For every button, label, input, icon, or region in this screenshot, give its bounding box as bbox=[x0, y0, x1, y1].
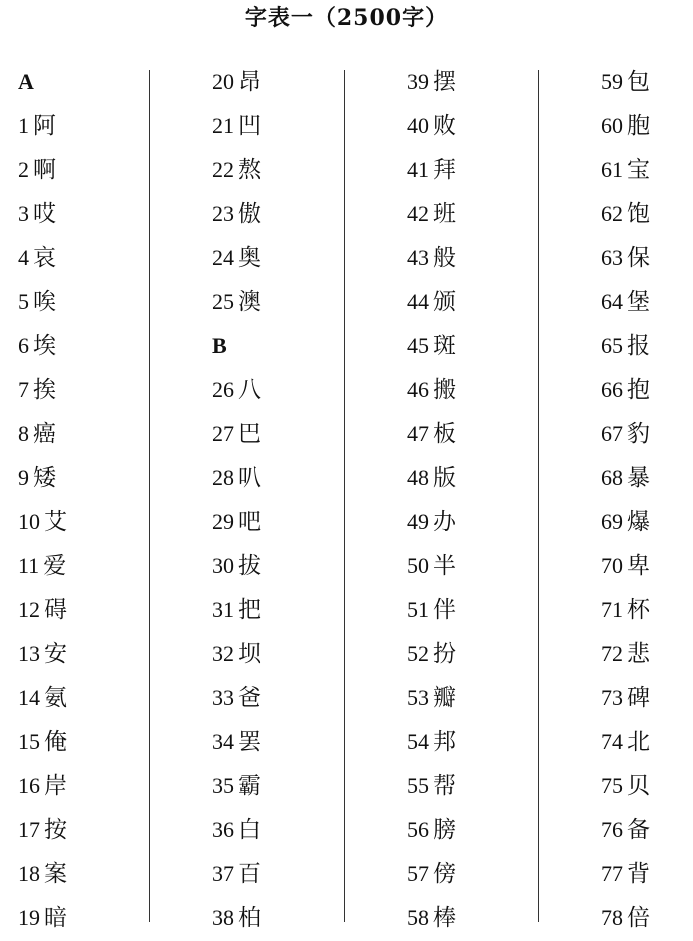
character-entry bbox=[18, 148, 67, 192]
entry-character: 暗 bbox=[44, 905, 67, 931]
entry-number: 36 bbox=[212, 817, 234, 842]
entry-character: 安 bbox=[44, 641, 67, 667]
character-entry bbox=[18, 412, 67, 456]
character-column-4 bbox=[601, 60, 650, 940]
character-entry bbox=[407, 544, 456, 588]
entry-character: 豹 bbox=[627, 421, 650, 447]
entry-character: 按 bbox=[44, 817, 67, 843]
character-entry bbox=[407, 60, 456, 104]
entry-number: 42 bbox=[407, 201, 429, 226]
entry-number: 74 bbox=[601, 729, 623, 754]
entry-character: 爆 bbox=[627, 509, 650, 535]
character-entry bbox=[212, 896, 261, 940]
entry-number: 9 bbox=[18, 465, 29, 490]
entry-number: 20 bbox=[212, 69, 234, 94]
character-entry bbox=[18, 192, 67, 236]
entry-number: 26 bbox=[212, 377, 234, 402]
entry-number: 56 bbox=[407, 817, 429, 842]
character-entry bbox=[18, 852, 67, 896]
entry-number: 25 bbox=[212, 289, 234, 314]
character-entry bbox=[407, 236, 456, 280]
character-entry bbox=[18, 764, 67, 808]
entry-character: 贝 bbox=[627, 773, 650, 799]
entry-character: 碍 bbox=[44, 597, 67, 623]
entry-character: 办 bbox=[433, 509, 456, 535]
entry-number: 10 bbox=[18, 509, 40, 534]
entry-character: 傲 bbox=[238, 201, 261, 227]
character-entry bbox=[407, 368, 456, 412]
entry-character: 凹 bbox=[238, 113, 261, 139]
entry-character: 哀 bbox=[33, 245, 56, 271]
entry-character: 棒 bbox=[433, 905, 456, 931]
entry-character: 白 bbox=[238, 817, 261, 843]
character-entry bbox=[212, 764, 261, 808]
character-entry bbox=[18, 588, 67, 632]
entry-character: 矮 bbox=[33, 465, 56, 491]
character-entry bbox=[212, 148, 261, 192]
character-entry bbox=[212, 368, 261, 412]
section-letter: A bbox=[18, 69, 34, 94]
character-entry bbox=[407, 412, 456, 456]
character-entry bbox=[601, 60, 650, 104]
character-entry bbox=[212, 500, 261, 544]
character-entry bbox=[18, 324, 67, 368]
entry-number: 54 bbox=[407, 729, 429, 754]
entry-character: 北 bbox=[627, 729, 650, 755]
character-entry bbox=[18, 808, 67, 852]
entry-number: 8 bbox=[18, 421, 29, 446]
entry-character: 饱 bbox=[627, 201, 650, 227]
entry-character: 摆 bbox=[433, 69, 456, 95]
section-letter: B bbox=[212, 333, 227, 358]
character-entry bbox=[601, 236, 650, 280]
character-entry bbox=[212, 456, 261, 500]
entry-character: 拔 bbox=[238, 553, 261, 579]
entry-number: 48 bbox=[407, 465, 429, 490]
character-entry bbox=[601, 720, 650, 764]
character-entry bbox=[601, 456, 650, 500]
entry-number: 19 bbox=[18, 905, 40, 930]
entry-character: 倍 bbox=[627, 905, 650, 931]
character-entry bbox=[601, 104, 650, 148]
character-entry bbox=[407, 632, 456, 676]
entry-character: 抱 bbox=[627, 377, 650, 403]
character-entry bbox=[601, 324, 650, 368]
entry-number: 72 bbox=[601, 641, 623, 666]
entry-character: 暴 bbox=[627, 465, 650, 491]
entry-number: 62 bbox=[601, 201, 623, 226]
entry-number: 51 bbox=[407, 597, 429, 622]
character-entry bbox=[212, 412, 261, 456]
entry-character: 邦 bbox=[433, 729, 456, 755]
entry-number: 45 bbox=[407, 333, 429, 358]
entry-character: 半 bbox=[433, 553, 456, 579]
entry-number: 70 bbox=[601, 553, 623, 578]
entry-character: 爸 bbox=[238, 685, 261, 711]
entry-character: 奥 bbox=[238, 245, 261, 271]
entry-character: 卑 bbox=[627, 553, 650, 579]
entry-number: 30 bbox=[212, 553, 234, 578]
entry-character: 熬 bbox=[238, 157, 261, 183]
entry-character: 伴 bbox=[433, 597, 456, 623]
entry-number: 11 bbox=[18, 553, 40, 578]
entry-number: 37 bbox=[212, 861, 234, 886]
character-entry bbox=[407, 720, 456, 764]
character-entry bbox=[18, 676, 67, 720]
entry-number: 75 bbox=[601, 773, 623, 798]
entry-character: 傍 bbox=[433, 861, 456, 887]
entry-number: 71 bbox=[601, 597, 623, 622]
entry-character: 昂 bbox=[238, 69, 261, 95]
character-entry bbox=[601, 148, 650, 192]
entry-number: 31 bbox=[212, 597, 234, 622]
character-entry bbox=[601, 280, 650, 324]
entry-number: 39 bbox=[407, 69, 429, 94]
column-divider-1 bbox=[149, 70, 150, 922]
page-title: 字表一（2500字） bbox=[244, 5, 449, 31]
entry-number: 52 bbox=[407, 641, 429, 666]
character-entry bbox=[18, 632, 67, 676]
character-entry bbox=[18, 236, 67, 280]
character-entry bbox=[212, 544, 261, 588]
entry-character: 埃 bbox=[33, 333, 56, 359]
entry-number: 44 bbox=[407, 289, 429, 314]
character-entry bbox=[212, 852, 261, 896]
character-entry bbox=[18, 720, 67, 764]
character-entry bbox=[18, 368, 67, 412]
entry-number: 77 bbox=[601, 861, 623, 886]
character-column-1 bbox=[18, 60, 67, 940]
character-entry bbox=[601, 500, 650, 544]
character-column-2 bbox=[212, 60, 261, 940]
entry-number: 21 bbox=[212, 113, 234, 138]
entry-number: 15 bbox=[18, 729, 40, 754]
entry-character: 柏 bbox=[238, 905, 261, 931]
character-entry bbox=[407, 280, 456, 324]
character-entry bbox=[601, 368, 650, 412]
character-entry bbox=[212, 236, 261, 280]
entry-number: 50 bbox=[407, 553, 429, 578]
entry-character: 般 bbox=[433, 245, 456, 271]
character-entry bbox=[407, 808, 456, 852]
entry-number: 57 bbox=[407, 861, 429, 886]
character-entry bbox=[407, 676, 456, 720]
entry-number: 55 bbox=[407, 773, 429, 798]
entry-number: 34 bbox=[212, 729, 234, 754]
entry-number: 46 bbox=[407, 377, 429, 402]
entry-character: 斑 bbox=[433, 333, 456, 359]
entry-number: 3 bbox=[18, 201, 29, 226]
character-entry bbox=[212, 676, 261, 720]
entry-number: 4 bbox=[18, 245, 29, 270]
character-entry bbox=[212, 632, 261, 676]
character-entry bbox=[407, 852, 456, 896]
entry-number: 7 bbox=[18, 377, 29, 402]
entry-character: 阿 bbox=[33, 113, 56, 139]
entry-character: 啊 bbox=[33, 157, 56, 183]
entry-character: 宝 bbox=[627, 157, 650, 183]
character-entry bbox=[601, 192, 650, 236]
entry-number: 59 bbox=[601, 69, 623, 94]
character-entry bbox=[601, 412, 650, 456]
character-entry bbox=[601, 632, 650, 676]
entry-number: 73 bbox=[601, 685, 623, 710]
entry-character: 艾 bbox=[44, 509, 67, 535]
entry-number: 14 bbox=[18, 685, 40, 710]
entry-character: 霸 bbox=[238, 773, 261, 799]
character-entry bbox=[601, 544, 650, 588]
entry-character: 八 bbox=[238, 377, 261, 403]
character-entry bbox=[407, 324, 456, 368]
entry-character: 百 bbox=[238, 861, 261, 887]
character-entry bbox=[601, 896, 650, 940]
entry-number: 43 bbox=[407, 245, 429, 270]
entry-character: 瓣 bbox=[433, 685, 456, 711]
entry-character: 搬 bbox=[433, 377, 456, 403]
entry-character: 拜 bbox=[433, 157, 456, 183]
entry-number: 58 bbox=[407, 905, 429, 930]
entry-number: 12 bbox=[18, 597, 40, 622]
column-divider-2 bbox=[344, 70, 345, 922]
entry-number: 22 bbox=[212, 157, 234, 182]
entry-number: 1 bbox=[18, 113, 29, 138]
entry-character: 班 bbox=[433, 201, 456, 227]
entry-character: 保 bbox=[627, 245, 650, 271]
entry-number: 18 bbox=[18, 861, 40, 886]
section-letter-heading bbox=[18, 60, 67, 104]
entry-number: 5 bbox=[18, 289, 29, 314]
character-entry bbox=[18, 500, 67, 544]
entry-number: 60 bbox=[601, 113, 623, 138]
entry-character: 败 bbox=[433, 113, 456, 139]
entry-number: 24 bbox=[212, 245, 234, 270]
entry-character: 帮 bbox=[433, 773, 456, 799]
entry-character: 版 bbox=[433, 465, 456, 491]
entry-character: 氨 bbox=[44, 685, 67, 711]
entry-character: 扮 bbox=[433, 641, 456, 667]
entry-number: 76 bbox=[601, 817, 623, 842]
entry-character: 包 bbox=[627, 69, 650, 95]
entry-character: 板 bbox=[433, 421, 456, 447]
entry-character: 岸 bbox=[44, 773, 67, 799]
character-column-3 bbox=[407, 60, 456, 940]
entry-number: 66 bbox=[601, 377, 623, 402]
character-entry bbox=[18, 544, 67, 588]
character-entry bbox=[18, 896, 67, 940]
entry-number: 2 bbox=[18, 157, 29, 182]
entry-character: 俺 bbox=[44, 729, 67, 755]
character-entry bbox=[407, 764, 456, 808]
character-entry bbox=[601, 852, 650, 896]
character-entry bbox=[407, 148, 456, 192]
entry-character: 杯 bbox=[627, 597, 650, 623]
entry-number: 17 bbox=[18, 817, 40, 842]
character-entry bbox=[601, 764, 650, 808]
entry-number: 32 bbox=[212, 641, 234, 666]
entry-character: 堡 bbox=[627, 289, 650, 315]
entry-number: 6 bbox=[18, 333, 29, 358]
entry-character: 挨 bbox=[33, 377, 56, 403]
entry-number: 41 bbox=[407, 157, 429, 182]
character-entry bbox=[212, 720, 261, 764]
entry-character: 报 bbox=[627, 333, 650, 359]
entry-number: 63 bbox=[601, 245, 623, 270]
character-entry bbox=[212, 808, 261, 852]
entry-number: 53 bbox=[407, 685, 429, 710]
entry-character: 悲 bbox=[627, 641, 650, 667]
entry-character: 唉 bbox=[33, 289, 56, 315]
entry-number: 68 bbox=[601, 465, 623, 490]
entry-number: 29 bbox=[212, 509, 234, 534]
character-entry bbox=[407, 104, 456, 148]
entry-number: 61 bbox=[601, 157, 623, 182]
entry-character: 澳 bbox=[238, 289, 261, 315]
entry-number: 47 bbox=[407, 421, 429, 446]
character-entry bbox=[18, 280, 67, 324]
entry-number: 13 bbox=[18, 641, 40, 666]
entry-number: 27 bbox=[212, 421, 234, 446]
entry-character: 膀 bbox=[433, 817, 456, 843]
entry-character: 坝 bbox=[238, 641, 261, 667]
entry-number: 23 bbox=[212, 201, 234, 226]
character-entry bbox=[212, 280, 261, 324]
entry-character: 罢 bbox=[238, 729, 261, 755]
entry-character: 备 bbox=[627, 817, 650, 843]
character-entry bbox=[212, 60, 261, 104]
character-entry bbox=[212, 104, 261, 148]
entry-number: 67 bbox=[601, 421, 623, 446]
column-divider-3 bbox=[538, 70, 539, 922]
entry-character: 颁 bbox=[433, 289, 456, 315]
entry-character: 碑 bbox=[627, 685, 650, 711]
entry-number: 64 bbox=[601, 289, 623, 314]
entry-number: 28 bbox=[212, 465, 234, 490]
entry-character: 巴 bbox=[238, 421, 261, 447]
character-entry bbox=[407, 500, 456, 544]
entry-character: 癌 bbox=[33, 421, 56, 447]
entry-number: 38 bbox=[212, 905, 234, 930]
entry-character: 案 bbox=[44, 861, 67, 887]
character-entry bbox=[407, 192, 456, 236]
character-entry bbox=[18, 456, 67, 500]
character-entry bbox=[18, 104, 67, 148]
entry-character: 把 bbox=[238, 597, 261, 623]
character-entry bbox=[601, 676, 650, 720]
entry-number: 16 bbox=[18, 773, 40, 798]
entry-number: 78 bbox=[601, 905, 623, 930]
entry-character: 爱 bbox=[43, 553, 67, 579]
character-entry bbox=[407, 456, 456, 500]
character-entry bbox=[601, 808, 650, 852]
character-entry bbox=[212, 192, 261, 236]
entry-number: 49 bbox=[407, 509, 429, 534]
entry-character: 吧 bbox=[238, 509, 261, 535]
entry-number: 33 bbox=[212, 685, 234, 710]
section-letter-heading bbox=[212, 324, 261, 368]
entry-number: 35 bbox=[212, 773, 234, 798]
entry-character: 胞 bbox=[627, 113, 650, 139]
entry-number: 69 bbox=[601, 509, 623, 534]
entry-character: 背 bbox=[627, 861, 650, 887]
character-entry bbox=[601, 588, 650, 632]
entry-number: 40 bbox=[407, 113, 429, 138]
entry-number: 65 bbox=[601, 333, 623, 358]
character-entry bbox=[212, 588, 261, 632]
entry-character: 哎 bbox=[33, 201, 56, 227]
character-entry bbox=[407, 896, 456, 940]
entry-character: 叭 bbox=[238, 465, 261, 491]
character-entry bbox=[407, 588, 456, 632]
